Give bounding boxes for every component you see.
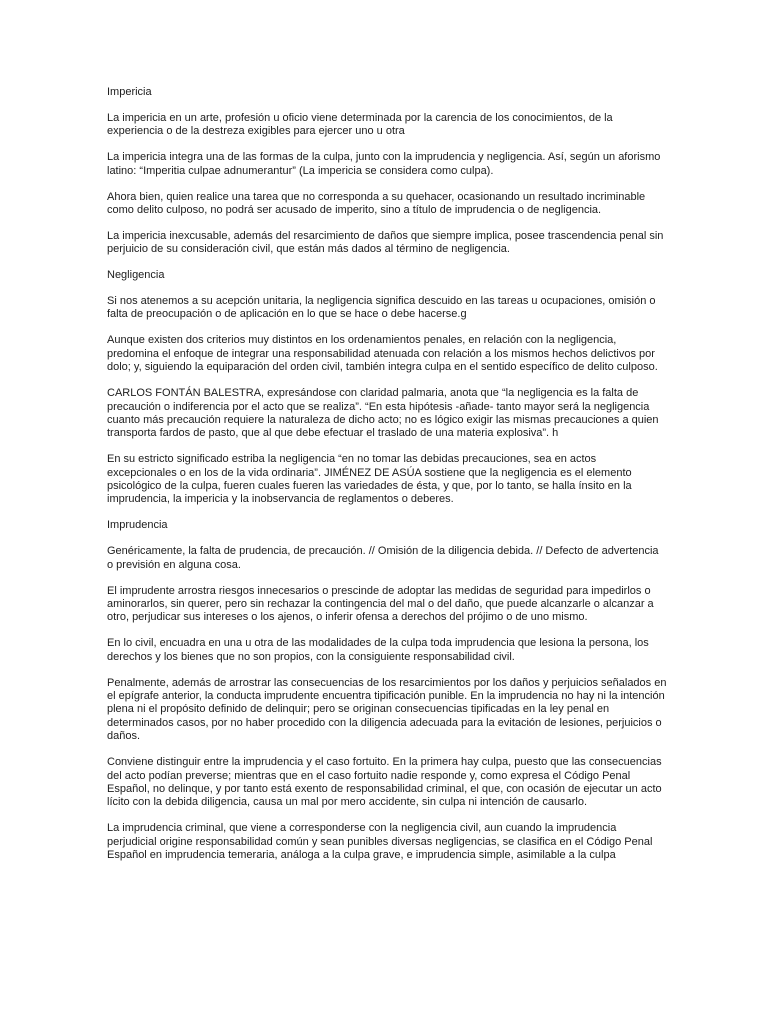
paragraph: La impericia en un arte, profesión u oficio viene determinada por la carencia de los conocimientos, de la experiencia o de la destreza exigibles para ejercer uno u otra bbox=[107, 111, 613, 138]
section-heading-imprudencia: Imprudencia bbox=[107, 519, 168, 532]
paragraph: El imprudente arrostra riesgos innecesarios o prescinde de adoptar las medidas de seguridad para impedirlos o aminorarlos, sin querer, pero sin rechazar la contingencia del mal o del daño, que puede alcanzarle o alcanzar a otro, perjudicar sus intereses o los ajenos, o inferir ofensa a derechos del prójimo o de uno mismo. bbox=[107, 584, 654, 624]
paragraph: Conviene distinguir entre la imprudencia y el caso fortuito. En la primera hay culpa, puesto que las consecuencias del acto podían preverse; mientras que en el caso fortuito nadie responde y, como expresa el Código Penal Español, no delinque, y por tanto está exento de responsabilidad criminal, el que, con ocasión de ejecutar un acto lícito con la debida diligencia, causa un mal por mero accidente, sin culpa ni intención de causarlo. bbox=[107, 756, 662, 809]
paragraph: Aunque existen dos criterios muy distintos en los ordenamientos penales, en relación con la negligencia, predomina el enfoque de integrar una responsabilidad atenuada con relación a los mismos hechos delictivos por dolo; y, siguiendo la equiparación del orden civil, también integra culpa en el sentido específico de delito culposo. bbox=[107, 334, 658, 374]
paragraph: CARLOS FONTÁN BALESTRA, expresándose con claridad palmaria, anota que “la negligencia es la falta de precaución o indiferencia por el acto que se realiza”. “En esta hipótesis -añade- tanto mayor será la negligencia cuanto más precaución requiere la naturaleza de dicho acto; no es lógico exigir las mismas precauciones a quien transporta fardos de pasto, que al que debe efectuar el traslado de una materia explosiva”. h bbox=[107, 387, 659, 440]
paragraph: Ahora bien, quien realice una tarea que no corresponda a su quehacer, ocasionando un resultado incriminable como delito culposo, no podrá ser acusado de imperito, sino a título de imprudencia o de negligencia. bbox=[107, 190, 646, 216]
paragraph: En lo civil, encuadra en una u otra de las modalidades de la culpa toda imprudencia que lesiona la persona, los derechos y los bienes que no son propios, con la consiguiente responsabilidad civil. bbox=[107, 637, 649, 663]
paragraph: La impericia integra una de las formas de la culpa, junto con la imprudencia y negligencia. Así, según un aforismo latino: “Imperitia culpae adnumerantur” (La impericia se considera como culpa). bbox=[107, 151, 661, 177]
paragraph: Penalmente, además de arrostrar las consecuencias de los resarcimientos por los daños y perjuicios señalados en el epígrafe anterior, la conducta imprudente encuentra tipificación punible. En la imprudencia no hay ni la intención plena ni el propósito definido de delinquir; pero se originan consecuencias tipificadas en la ley penal en determinados casos, por no haber procedido con la diligencia adecuada para la evitación de lesiones, perjuicios o daños. bbox=[107, 676, 667, 743]
document-body bbox=[107, 86, 667, 875]
section-heading-impericia: Impericia bbox=[107, 86, 152, 98]
paragraph: La impericia inexcusable, además del resarcimiento de daños que siempre implica, posee trascendencia penal sin perjuicio de su consideración civil, que están más dados al término de negligencia. bbox=[107, 229, 664, 256]
paragraph: En su estricto significado estriba la negligencia “en no tomar las debidas precauciones, sea en actos excepcionales o en los de la vida ordinaria”. JIMÉNEZ DE ASÚA sostiene que la negligencia es el elemento psicológico de la culpa, fueren cuales fueren las variedades de ésta, y que, por lo tanto, se halla ínsito en la imprudencia, la impericia y la inobservancia de reglamentos o deberes. bbox=[107, 453, 632, 506]
paragraph: La imprudencia criminal, que viene a corresponderse con la negligencia civil, aun cuando la imprudencia perjudicial origine responsabilidad común y sean punibles diversas negligencias, se clasifica en el Código Penal Español en imprudencia temeraria, análoga a la culpa grave, e imprudencia simple, asimilable a la culpa bbox=[107, 822, 653, 862]
section-heading-negligencia: Negligencia bbox=[107, 269, 165, 282]
paragraph: Genéricamente, la falta de prudencia, de precaución. // Omisión de la diligencia debida. // Defecto de advertencia o previsión en alguna cosa. bbox=[107, 545, 659, 571]
paragraph: Si nos atenemos a su acepción unitaria, la negligencia significa descuido en las tareas u ocupaciones, omisión o falta de preocupación o de aplicación en lo que se hace o debe hacerse.g bbox=[107, 295, 656, 321]
